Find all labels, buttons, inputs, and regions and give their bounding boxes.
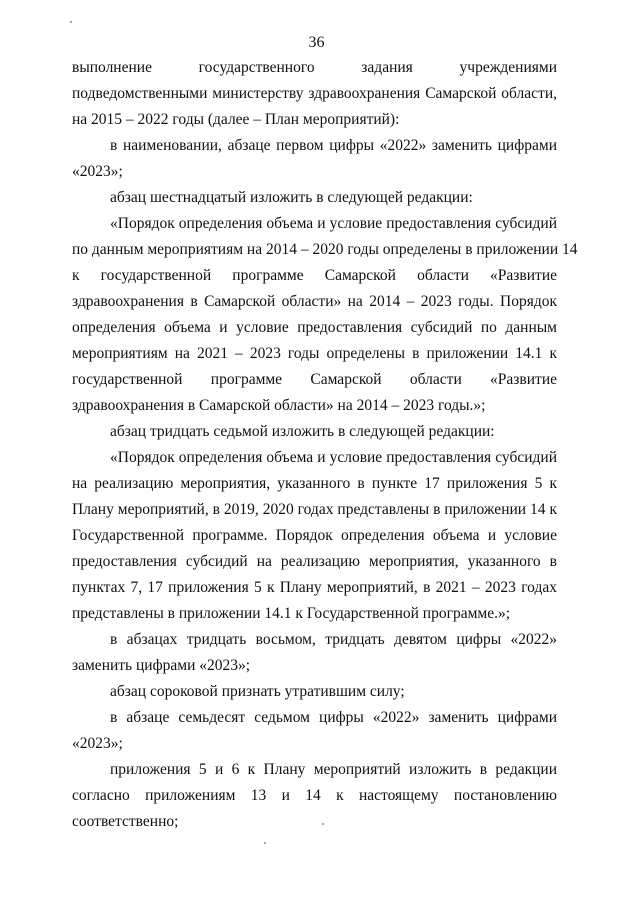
text-line: на реализацию мероприятия, указанного в пункте 17 приложения 5 к [72,475,557,492]
paragraph-amendment-38-39 [72,627,557,679]
text-line: заменить цифрами «2023»; [72,657,251,674]
text-line: в наименовании, абзаце первом цифры «2022» заменить цифрами [110,137,557,154]
text-line: в абзаце семьдесят седьмом цифры «2022» заменить цифрами [110,709,557,726]
paragraph-continuation [72,55,557,133]
text-line: «Порядок определения объема и условие предоставления субсидий [110,215,557,232]
text-line: согласно приложениям 13 и 14 к настоящему постановлению [72,787,557,804]
text-line: соответственно; [72,813,179,830]
scan-speck [70,21,72,23]
text-line: Государственной программе. Порядок определения объема и условие [72,527,557,544]
text-line: по данным мероприятиям на 2014 – 2020 годы определены в приложении 14 [72,241,578,258]
paragraph-amendment-title [72,133,557,185]
text-line: абзац шестнадцатый изложить в следующей редакции: [110,189,473,206]
page-number: 36 [308,34,325,51]
text-line: государственной программе Самарской области «Развитие [72,371,557,388]
paragraph-appendices [72,757,557,835]
text-line: к государственной программе Самарской области «Развитие [72,267,557,284]
paragraph-quoted-37 [72,445,557,627]
text-line: здравоохранения в Самарской области» на 2014 – 2023 годы.»; [72,397,486,414]
text-line: на 2015 – 2022 годы (далее – План мероприятий): [72,111,400,128]
text-line: выполнение государственного задания учреждениями [72,59,557,76]
text-line: приложения 5 и 6 к Плану мероприятий изложить в редакции [110,761,557,778]
paragraph-amendment-77 [72,705,557,757]
text-line: здравоохранения в Самарской области» на 2014 – 2023 годы. Порядок [72,293,557,310]
paragraph-quoted-16 [72,211,578,419]
text-line: пунктах 7, 17 приложения 5 к Плану мероприятий, в 2021 – 2023 годах [72,579,557,596]
paragraph-amendment-40 [72,679,557,705]
text-line: в абзацах тридцать восьмом, тридцать девятом цифры «2022» [110,631,557,648]
text-line: представлены в приложении 14.1 к Государственной программе.»; [72,605,511,622]
text-line: «Порядок определения объема и условие предоставления субсидий [110,449,557,466]
text-line: «2023»; [72,163,123,180]
text-line: абзац тридцать седьмой изложить в следующей редакции: [110,423,495,440]
document-body [72,55,578,835]
text-line: предоставления субсидий на реализацию мероприятия, указанного в [72,553,557,570]
text-line: определения объема и условие предоставления субсидий по данным [72,319,557,336]
text-line: подведомственными министерству здравоохранения Самарской области, [72,85,557,102]
paragraph-amendment-37 [72,419,557,445]
scan-speck [322,823,324,825]
scan-speck [264,842,266,844]
paragraph-amendment-16 [72,185,557,211]
text-line: мероприятиям на 2021 – 2023 годы определены в приложении 14.1 к [72,345,557,362]
text-line: Плану мероприятий, в 2019, 2020 годах представлены в приложении 14 к [72,501,557,518]
text-line: «2023»; [72,735,123,752]
text-line: абзац сороковой признать утратившим силу; [110,683,405,700]
